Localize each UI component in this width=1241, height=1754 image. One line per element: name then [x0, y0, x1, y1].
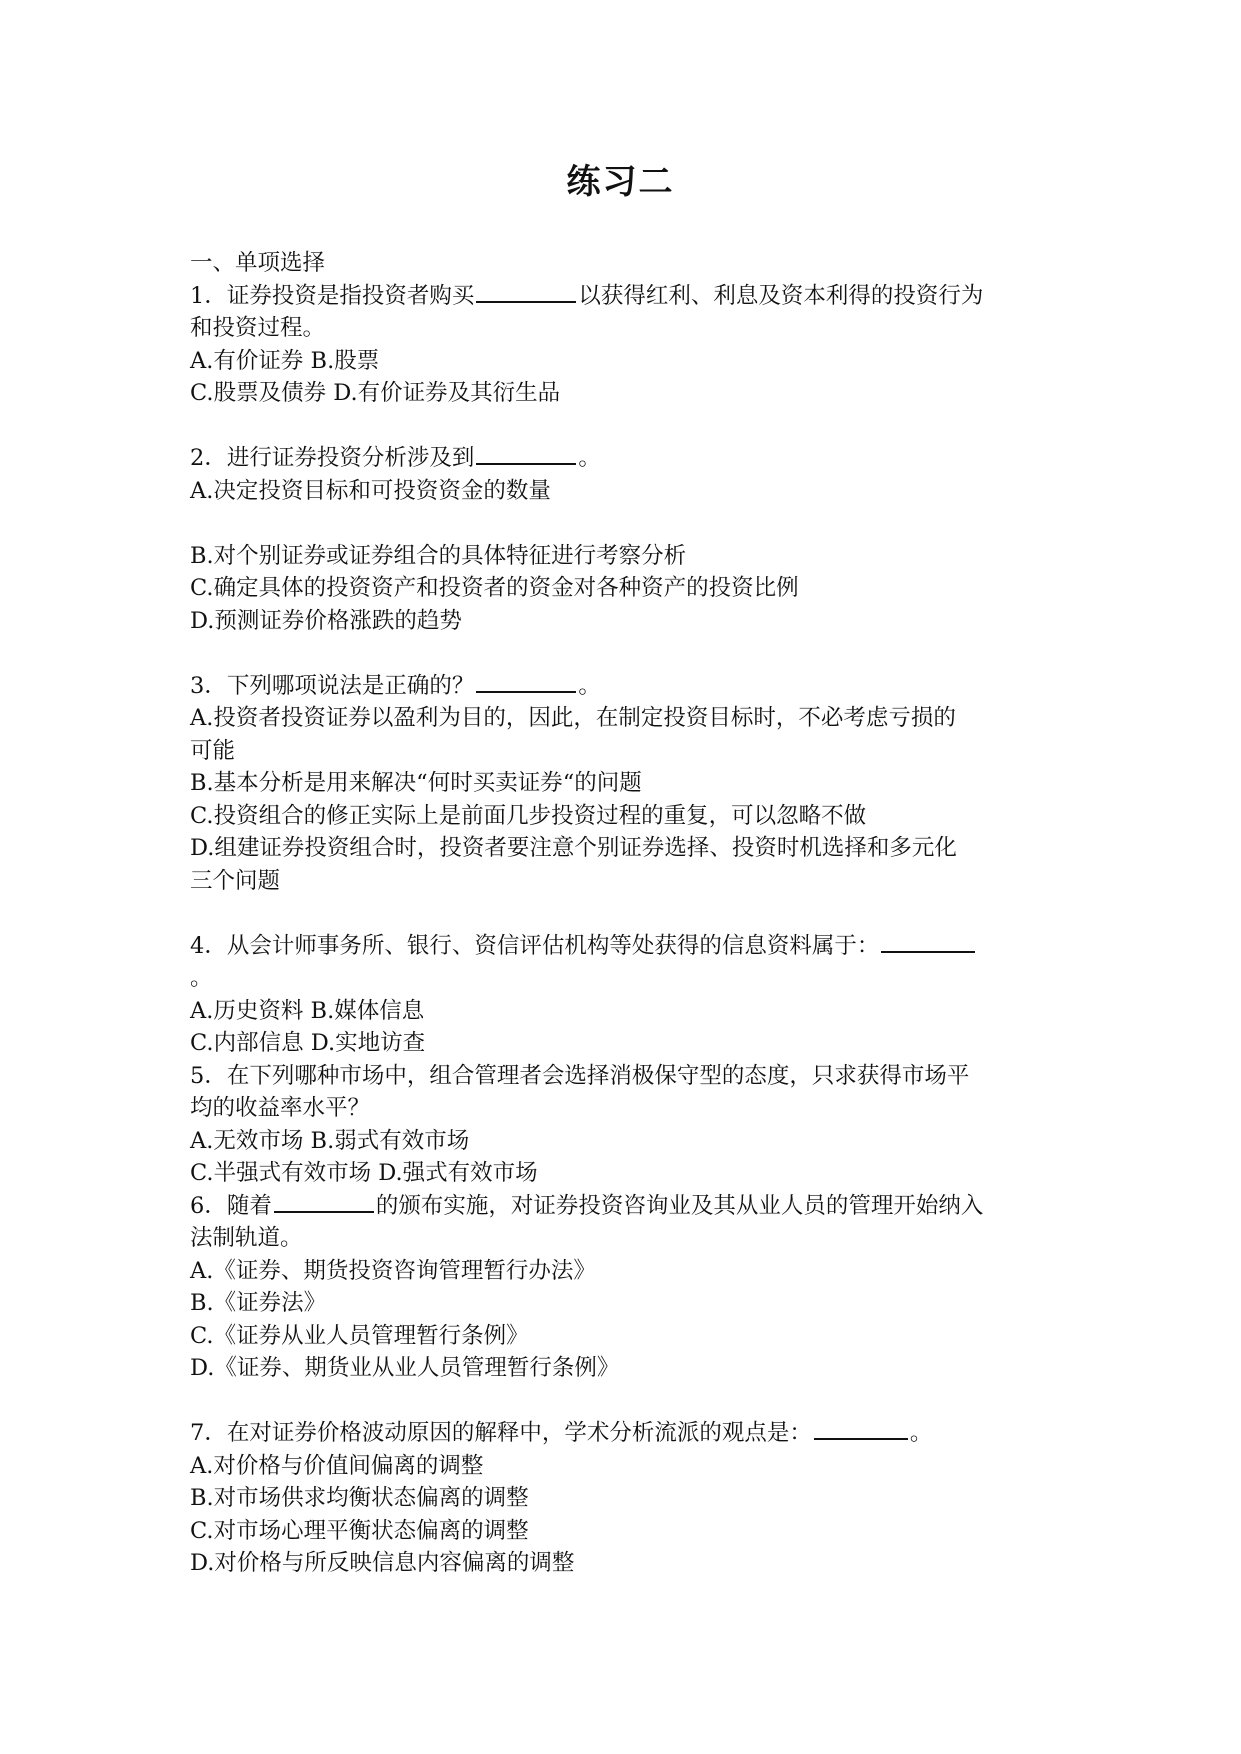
section-heading: 一、单项选择 [190, 250, 326, 276]
question-2 [190, 442, 1070, 475]
question-1-text-start: 1．证券投资是指投资者购买 [190, 282, 475, 309]
question-1-continuation: 和投资过程。 [190, 315, 326, 341]
spacer [190, 410, 1070, 443]
question-2-option-b: B.对个别证券或证券组合的具体特征进行考察分析 [190, 542, 687, 569]
page-title: 练习二 [566, 162, 675, 202]
question-6-option-c: C.《证券从业人员管理暂行条例》 [190, 1322, 529, 1349]
question-5: 5．在下列哪种市场中，组合管理者会选择消极保守型的态度，只求获得市场平 [190, 1062, 970, 1089]
question-4-options-ab: A.历史资料 B.媒体信息 [190, 997, 425, 1024]
question-3 [190, 670, 1070, 703]
answer-blank [476, 673, 576, 693]
question-2-text-start: 2．进行证券投资分析涉及到 [190, 445, 475, 471]
exercise-content [190, 247, 1070, 1580]
question-5-continuation: 均的收益率水平？ [190, 1095, 371, 1121]
answer-blank [881, 933, 975, 953]
question-4-options-cd: C.内部信息 D.实地访查 [190, 1030, 426, 1056]
answer-blank [274, 1193, 374, 1213]
question-6-option-b: B.《证券法》 [190, 1290, 327, 1316]
question-1-options-ab: A.有价证券 B.股票 [190, 347, 380, 374]
question-6-option-d: D.《证券、期货业从业人员管理暂行条例》 [190, 1355, 620, 1381]
question-7-option-c: C.对市场心理平衡状态偏离的调整 [190, 1517, 529, 1544]
spacer [190, 507, 1070, 540]
spacer [190, 1385, 1070, 1418]
question-6-option-a: A.《证券、期货投资咨询管理暂行办法》 [190, 1257, 596, 1284]
question-7-text-end: 。 [909, 1420, 933, 1446]
question-3-text-start: 3．下列哪项说法是正确的？ [190, 672, 475, 699]
question-7-option-a: A.对价格与价值间偏离的调整 [190, 1452, 484, 1479]
question-3-option-b: B.基本分析是用来解决“何时买卖证券“的问题 [190, 770, 642, 796]
question-3-option-d-continuation: 三个问题 [190, 867, 281, 894]
question-6 [190, 1190, 1070, 1223]
question-1-text-end: 以获得红利、利息及资本利得的投资行为 [578, 282, 984, 309]
question-2-option-a: A.决定投资目标和可投资资金的数量 [190, 477, 551, 504]
question-1 [190, 280, 1070, 313]
question-2-option-c: C.确定具体的投资资产和投资者的资金对各种资产的投资比例 [190, 575, 799, 601]
question-5-options-cd: C.半强式有效市场 D.强式有效市场 [190, 1160, 538, 1186]
question-6-text-start: 6．随着 [190, 1192, 272, 1219]
question-2-option-d: D.预测证券价格涨跌的趋势 [190, 607, 462, 634]
question-3-option-a: A.投资者投资证券以盈利为目的，因此，在制定投资目标时，不必考虑亏损的 [190, 705, 956, 731]
question-5-options-ab: A.无效市场 B.弱式有效市场 [190, 1127, 470, 1154]
question-7-text-start: 7．在对证券价格波动原因的解释中，学术分析流派的观点是： [190, 1420, 812, 1446]
question-4 [190, 930, 1070, 963]
answer-blank [814, 1420, 908, 1440]
question-3-text-end: 。 [578, 672, 601, 699]
spacer [190, 637, 1070, 670]
question-1-options-cd: C.股票及债券 D.有价证券及其衍生品 [190, 380, 561, 406]
question-6-continuation: 法制轨道。 [190, 1225, 303, 1251]
question-7-option-d: D.对价格与所反映信息内容偏离的调整 [190, 1550, 575, 1576]
answer-blank [476, 445, 576, 465]
question-7 [190, 1417, 1070, 1450]
question-3-option-d: D.组建证券投资组合时，投资者要注意个别证券选择、投资时机选择和多元化 [190, 835, 957, 861]
answer-blank [476, 283, 576, 303]
question-4-text: 4．从会计师事务所、银行、资信评估机构等处获得的信息资料属于： [190, 932, 880, 959]
question-7-option-b: B.对市场供求均衡状态偏离的调整 [190, 1485, 529, 1511]
question-3-option-a-continuation: 可能 [190, 737, 236, 764]
spacer [190, 897, 1070, 930]
question-6-text-end: 的颁布实施，对证券投资咨询业及其从业人员的管理开始纳入 [375, 1192, 984, 1219]
question-3-option-c: C.投资组合的修正实际上是前面几步投资过程的重复，可以忽略不做 [190, 802, 867, 829]
question-4-continuation: 。 [190, 965, 213, 991]
question-2-text-end: 。 [578, 445, 601, 471]
